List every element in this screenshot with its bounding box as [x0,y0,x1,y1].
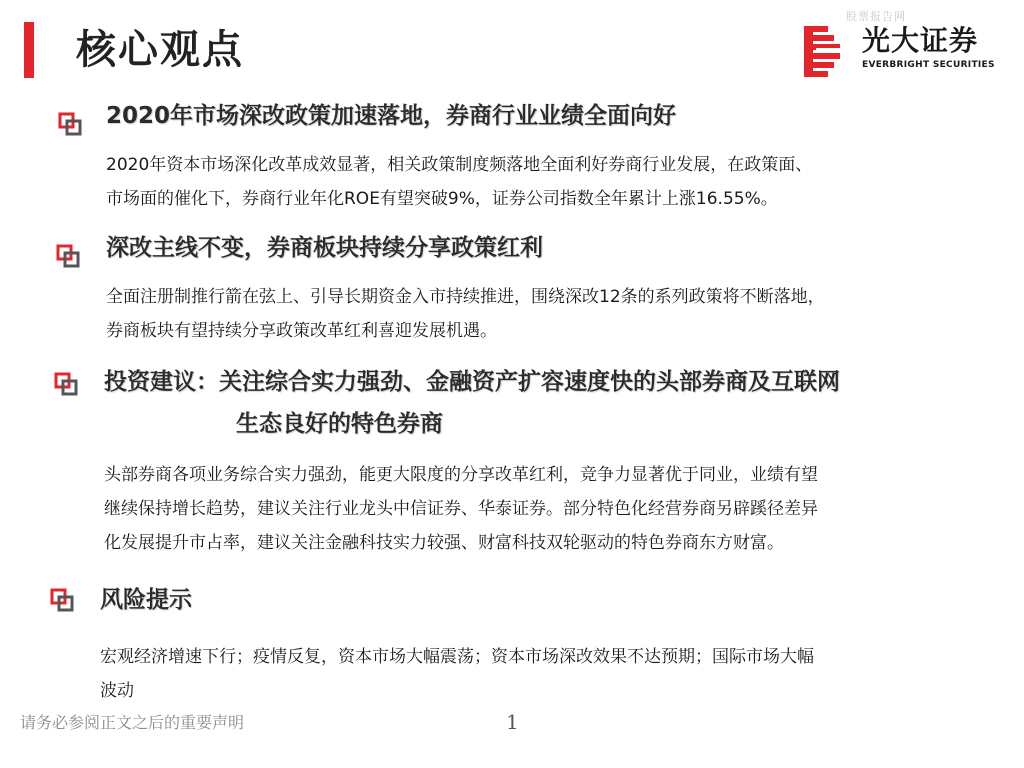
page-number: 1 [506,710,519,734]
watermark: 股票报告网 [846,10,906,23]
section-body [106,280,825,348]
bullet-squares-icon [54,372,78,396]
section-heading-continued: 生态良好的特色券商 [236,411,443,437]
section-heading: 投资建议：关注综合实力强劲、金融资产扩容速度快的头部券商及互联网 [104,369,840,395]
section-body [100,640,814,708]
page-title: 核心观点 [76,27,244,73]
section-heading: 2020年市场深改政策加速落地，券商行业业绩全面向好 [106,103,677,129]
section-heading: 深改主线不变，券商板块持续分享政策红利 [106,235,543,261]
body-line: 继续保持增长趋势，建议关注行业龙头中信证券、华泰证券。部分特色化经营券商另辟蹊径差异 [104,499,818,519]
body-line: 宏观经济增速下行；疫情反复，资本市场大幅震荡；资本市场深改效果不达预期；国际市场大幅 [100,647,814,667]
body-line: 市场面的催化下，券商行业年化ROE有望突破9%，证券公司指数全年累计上涨16.55%。 [106,189,778,209]
body-line: 化发展提升市占率，建议关注金融科技实力较强、财富科技双轮驱动的特色券商东方财富。 [104,533,784,553]
section-body [104,458,818,560]
logo-english-name: EVERBRIGHT SECURITIES [862,60,995,70]
section-heading: 风险提示 [100,587,192,613]
body-line: 头部券商各项业务综合实力强劲，能更大限度的分享改革红利，竞争力显著优于同业，业绩有望 [104,465,818,485]
section-body [106,148,812,216]
logo-chinese-name: 光大证券 [862,24,979,57]
everbright-logo-icon [804,22,848,78]
bullet-squares-icon [50,588,74,612]
bullet-squares-icon [58,112,82,136]
bullet-squares-icon [56,244,80,268]
body-line: 券商板块有望持续分享政策改革红利喜迎发展机遇。 [106,321,497,341]
body-line: 2020年资本市场深化改革成效显著，相关政策制度频落地全面利好券商行业发展，在政策面、 [106,155,813,175]
body-line: 波动 [100,681,134,701]
title-accent-bar [24,22,34,78]
disclaimer-note: 请务必参阅正文之后的重要声明 [20,713,245,732]
body-line: 全面注册制推行箭在弦上、引导长期资金入市持续推进，围绕深改12条的系列政策将不断落地， [106,287,825,307]
company-logo [804,22,1004,78]
